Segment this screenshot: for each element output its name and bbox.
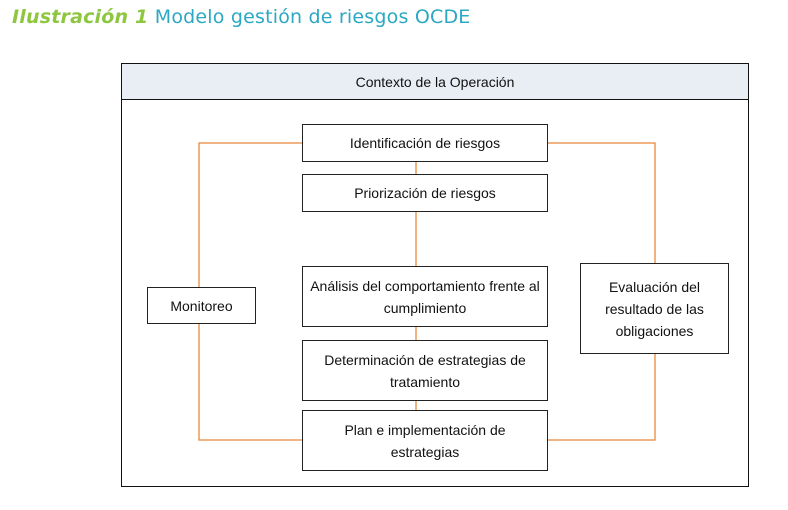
diagram-header: Contexto de la Operación <box>121 63 749 100</box>
node-identificacion: Identificación de riesgos <box>302 124 548 162</box>
node-evaluacion: Evaluación del resultado de las obligaciones <box>580 263 729 354</box>
node-plan: Plan e implementación de estrategias <box>302 410 548 471</box>
caption-label: Ilustración 1 <box>12 6 149 28</box>
connector-right-bottom <box>548 354 655 440</box>
node-monitoreo: Monitoreo <box>147 287 256 324</box>
connector-left-top <box>199 143 302 287</box>
node-priorizacion: Priorización de riesgos <box>302 174 548 212</box>
caption-title: Modelo gestión de riesgos OCDE <box>154 6 471 28</box>
node-analisis: Análisis del comportamiento frente al cumplimiento <box>302 266 548 327</box>
connector-left-bottom <box>199 324 302 440</box>
connector-right-top <box>548 143 655 263</box>
node-determinacion: Determinación de estrategias de tratamiento <box>302 340 548 401</box>
